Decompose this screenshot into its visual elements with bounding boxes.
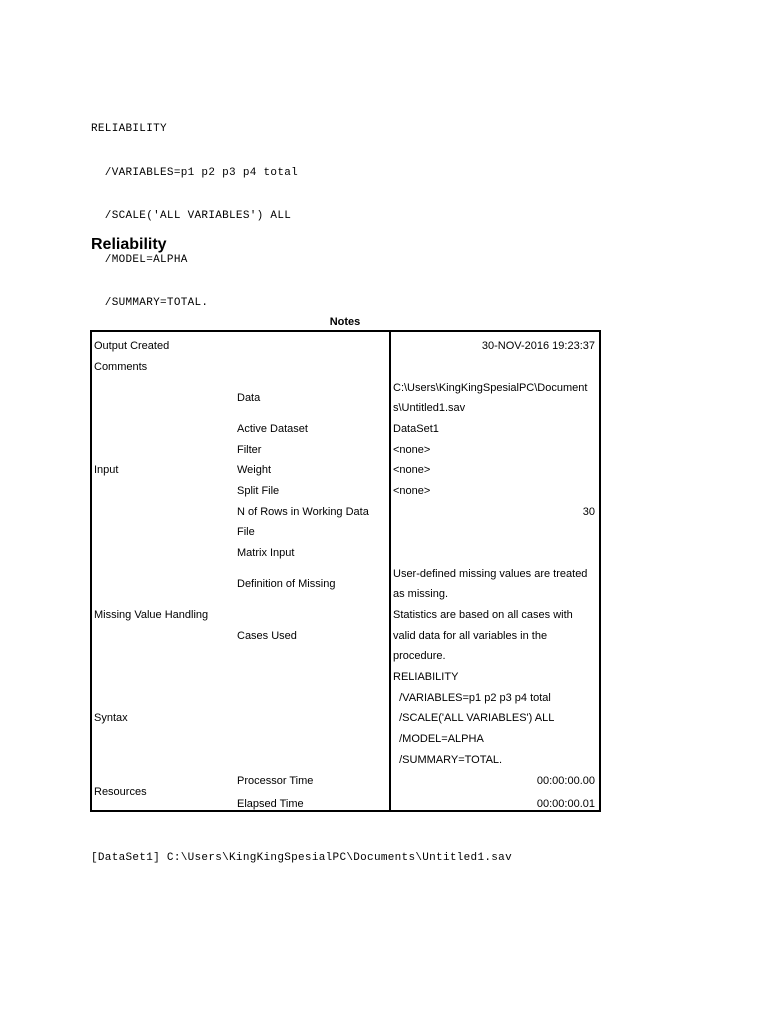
sub-label-filter: Filter: [237, 444, 262, 456]
syntax-line: /VARIABLES=p1 p2 p3 p4 total: [91, 166, 299, 179]
value-weight: <none>: [393, 464, 431, 476]
sub-label-processor-time: Processor Time: [237, 775, 314, 787]
row-label-syntax: Syntax: [94, 712, 128, 724]
value-processor-time: 00:00:00.00: [536, 775, 595, 787]
value-data-path-cont: s\Untitled1.sav: [393, 402, 466, 414]
sub-label-n-rows-cont: File: [237, 526, 255, 538]
syntax-line: /MODEL=ALPHA: [91, 253, 188, 266]
value-cases-used-cont: valid data for all variables in the: [393, 630, 548, 642]
value-split-file: <none>: [393, 485, 431, 497]
value-cases-used: Statistics are based on all cases with: [393, 609, 573, 621]
value-data-path: C:\Users\KingKingSpesialPC\Document: [393, 382, 588, 394]
sub-label-definition-of-missing: Definition of Missing: [237, 578, 336, 590]
sub-label-split-file: Split File: [237, 485, 280, 497]
sub-label-data: Data: [237, 392, 261, 404]
value-cases-used-cont2: procedure.: [393, 650, 446, 662]
sub-label-weight: Weight: [237, 464, 272, 476]
value-definition-of-missing-cont: as missing.: [393, 588, 449, 600]
sub-label-matrix-input: Matrix Input: [237, 547, 295, 559]
sub-label-active-dataset: Active Dataset: [237, 423, 308, 435]
value-filter: <none>: [393, 444, 431, 456]
syntax-line: RELIABILITY: [91, 123, 167, 135]
value-syntax-line: RELIABILITY: [393, 671, 459, 683]
sub-label-n-rows: N of Rows in Working Data: [237, 506, 369, 518]
value-syntax-line: /SUMMARY=TOTAL.: [393, 754, 503, 766]
value-definition-of-missing: User-defined missing values are treated: [393, 568, 588, 580]
row-label-input: Input: [94, 464, 119, 476]
row-label-comments: Comments: [94, 361, 148, 373]
dataset-path-line: [DataSet1] C:\Users\KingKingSpesialPC\Documents\Untitled1.sav: [91, 852, 512, 864]
table-column-divider: [389, 332, 391, 810]
value-output-created: 30-NOV-2016 19:23:37: [481, 340, 595, 352]
value-active-dataset: DataSet1: [393, 423, 439, 435]
syntax-line: /SCALE('ALL VARIABLES') ALL: [91, 210, 292, 222]
notes-table: [90, 330, 601, 812]
value-n-rows: 30: [582, 506, 595, 518]
syntax-line: /SUMMARY=TOTAL.: [91, 297, 209, 309]
row-label-missing-value-handling: Missing Value Handling: [94, 609, 209, 621]
value-syntax-line: /SCALE('ALL VARIABLES') ALL: [393, 712, 555, 724]
value-elapsed-time: 00:00:00.01: [536, 798, 595, 810]
row-label-resources: Resources: [94, 786, 147, 798]
notes-table-title: Notes: [329, 316, 361, 328]
sub-label-cases-used: Cases Used: [237, 630, 297, 642]
value-syntax-line: /MODEL=ALPHA: [393, 733, 484, 745]
sub-label-elapsed-time: Elapsed Time: [237, 798, 304, 810]
row-label-output-created: Output Created: [94, 340, 170, 352]
value-syntax-line: /VARIABLES=p1 p2 p3 p4 total: [393, 692, 551, 704]
syntax-command-block: [91, 93, 298, 325]
section-heading: Reliability: [91, 236, 167, 253]
